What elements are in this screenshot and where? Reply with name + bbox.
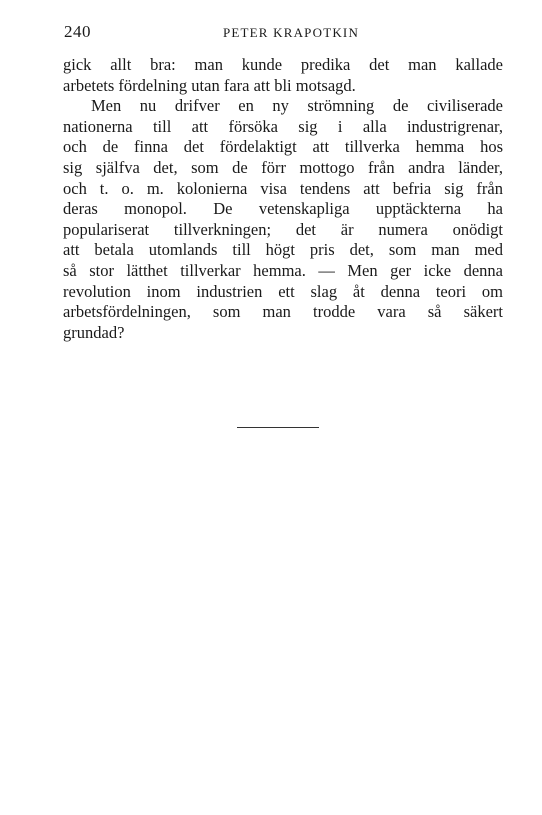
section-divider-rule — [237, 427, 319, 428]
running-head: PETER KRAPOTKIN — [222, 25, 360, 40]
text-line: deras monopol. De vetenskapliga upptäckterna ha — [63, 199, 503, 219]
text-line: populariserat tillverkningen; det är numera onödigt — [63, 219, 503, 239]
text-line: nationerna till att försöka sig i alla industrigrenar, — [63, 116, 503, 136]
text-line: arbetsfördelningen, som man trodde vara så säkert — [63, 302, 503, 322]
paragraph-1 — [63, 55, 503, 96]
body-text — [63, 55, 503, 343]
text-line: och t. o. m. kolonierna visa tendens att befria sig från — [63, 178, 503, 198]
text-line: grundad? — [63, 322, 125, 342]
text-line: revolution inom industrien ett slag åt denna teori om — [63, 281, 503, 301]
text-line: så stor lätthet tillverkar hemma. — Men ger icke denna — [63, 260, 503, 280]
text-line: och de finna det fördelaktigt att tillverka hemma hos — [63, 137, 503, 157]
page-number: 240 — [64, 22, 91, 41]
text-line: gick allt bra: man kunde predika det man kallade — [63, 55, 503, 74]
text-line: arbetets fördelning utan fara att bli motsagd. — [63, 75, 356, 95]
text-line: att betala utomlands till högt pris det, som man med — [63, 240, 503, 260]
paragraph-2 — [63, 96, 503, 343]
text-line: Men nu drifver en ny strömning de civiliserade — [91, 96, 503, 116]
text-line: sig själfva det, som de förr mottogo från andra länder, — [63, 157, 503, 177]
